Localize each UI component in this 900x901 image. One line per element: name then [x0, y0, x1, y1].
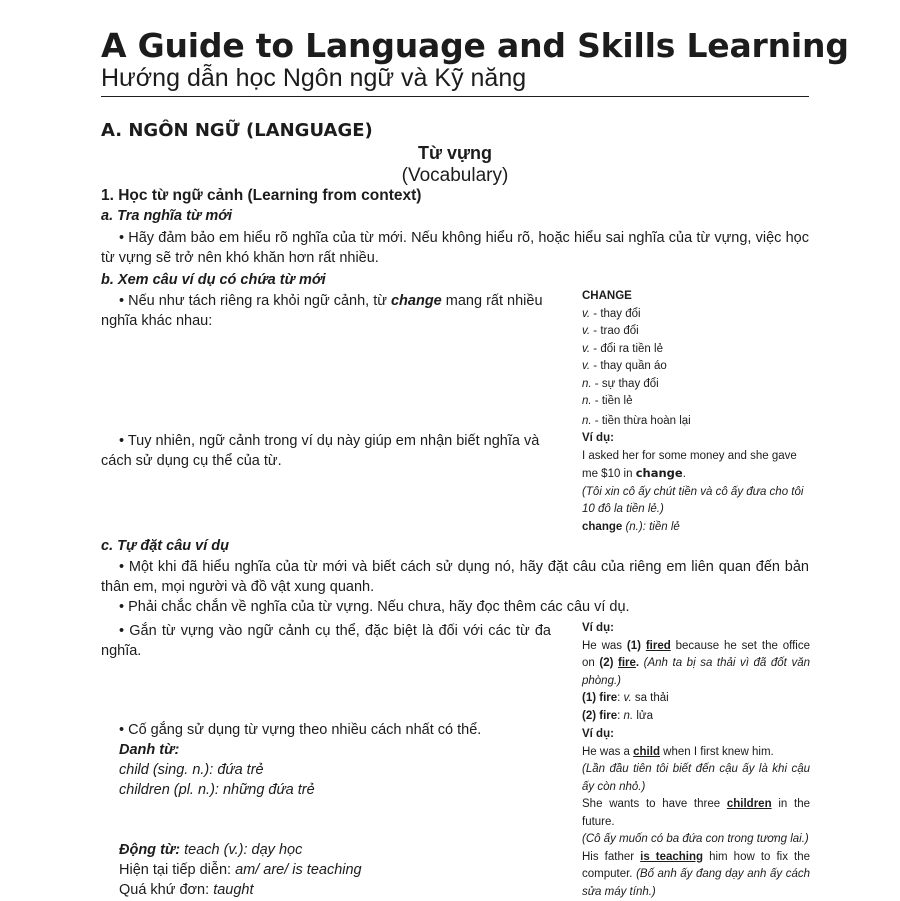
example-sentence — [582, 448, 810, 484]
fire-num-1: (1) — [627, 640, 646, 652]
c4-text: • Cố gắng sử dụng từ vựng theo nhiều cách nhất có thể. — [101, 720, 551, 740]
title-divider — [101, 96, 809, 97]
example-text: I asked her for some money and she gave me $10 in — [582, 450, 797, 481]
paragraph-c2 — [101, 597, 809, 617]
noun-children: children (pl. n.): những đứa trẻ — [101, 780, 551, 800]
sense-meaning: - tiền thừa hoàn lại — [592, 415, 691, 427]
example-translation: (Tôi xin cô ấy chút tiền và cô ấy đưa cho tôi 10 đô la tiền lẻ.) — [582, 484, 810, 519]
example-label: Ví dụ: — [582, 620, 810, 638]
subsection-heading: 1. Học từ ngữ cảnh (Learning from context) — [101, 187, 421, 205]
ex-text: She wants to have three — [582, 798, 727, 810]
fire-def-2: (2) fire: n. lửa — [582, 708, 810, 726]
example-word: change — [636, 466, 683, 480]
sense-row — [582, 358, 810, 376]
sense-meaning: - tiền lẻ — [592, 395, 633, 407]
c1-text: • Một khi đã hiểu nghĩa của từ mới và biết cách sử dụng nó, hãy đặt câu của riêng em liên quan đến bản thân em, mọi người và đồ vật xung quanh. — [101, 559, 809, 595]
teaching-example — [582, 849, 810, 901]
paragraph-c4 — [101, 720, 551, 800]
fire-text-2: because he set the office on — [582, 640, 810, 670]
fire-num-2: (2) — [599, 657, 618, 669]
def-meaning: lửa — [633, 710, 653, 722]
fire-example — [582, 638, 810, 691]
present-label: Hiện tại tiếp diễn: — [119, 862, 235, 878]
fire-text: He was — [582, 640, 627, 652]
fire-word-1: fired — [646, 640, 671, 652]
noun-label: Danh từ: — [101, 740, 551, 760]
def-label: (1) fire — [582, 692, 617, 704]
ex-word: child — [633, 746, 660, 758]
sense-meaning: - đổi ra tiền lẻ — [590, 343, 663, 355]
sense-pos: n. — [582, 378, 592, 390]
sense-pos: n. — [582, 395, 592, 407]
section-heading: A. NGÔN NGỮ (LANGUAGE) — [101, 120, 373, 141]
verb-label: Động từ: — [119, 842, 180, 858]
verb-teach: teach (v.): dạy học — [180, 842, 302, 858]
paragraph-c3 — [101, 621, 551, 661]
child-translation: (Lần đầu tiên tôi biết đến cậu ấy là khi cậu ấy còn nhỏ.) — [582, 761, 810, 796]
ex-word: is teaching — [640, 851, 703, 863]
heading-a: a. Tra nghĩa từ mới — [101, 208, 232, 224]
children-example — [582, 796, 810, 831]
paragraph-b2 — [101, 431, 551, 471]
past-line — [101, 880, 551, 900]
c2-text: • Phải chắc chắn về nghĩa của từ vựng. Nếu chưa, hãy đọc thêm các câu ví dụ. — [101, 599, 630, 615]
ex-text-end: when I first knew him. — [660, 746, 774, 758]
children-translation: (Cô ấy muốn có ba đứa con trong tương lai.) — [582, 831, 810, 849]
sidebar-word: CHANGE — [582, 288, 810, 306]
fire-def-1: (1) fire: v. sa thải — [582, 690, 810, 708]
page-title: A Guide to Language and Skills Learning — [101, 27, 849, 65]
b1-post: mang rất nhiều nghĩa khác nhau: — [101, 293, 543, 329]
sense-row — [582, 306, 810, 324]
sense-meaning: - thay đổi — [590, 308, 641, 320]
example-label: Ví dụ: — [582, 430, 810, 448]
noun-child: child (sing. n.): đứa trẻ — [101, 760, 551, 780]
definition — [582, 519, 810, 537]
fire-word-2: fire — [618, 657, 636, 669]
fire-period: . — [636, 657, 644, 669]
sense-row — [582, 323, 810, 341]
def-pos: v. — [624, 692, 632, 704]
verb-block — [101, 840, 551, 900]
c3-text: • Gắn từ vựng vào ngữ cảnh cụ thể, đặc biệt là đối với các từ đa nghĩa. — [101, 623, 551, 659]
paragraph-b1 — [101, 291, 551, 331]
def-meaning: sa thải — [632, 692, 669, 704]
sense-pos: v. — [582, 360, 590, 372]
definition-word: change — [582, 521, 622, 533]
sense-row — [582, 413, 810, 431]
sense-row — [582, 376, 810, 394]
sense-meaning: - trao đổi — [590, 325, 639, 337]
present-line — [101, 860, 551, 880]
ex-text: He was a — [582, 746, 633, 758]
sense-pos: v. — [582, 308, 590, 320]
sense-pos: n. — [582, 415, 592, 427]
sidebar-fire — [582, 620, 810, 725]
fire-translation: (Anh ta bị sa thải vì đã đốt văn phòng.) — [582, 657, 810, 687]
vocab-title: Từ vựng — [380, 143, 530, 164]
example-end: . — [683, 468, 686, 480]
def-label: (2) fire — [582, 710, 617, 722]
past-value: taught — [213, 882, 253, 898]
present-value: am/ are/ is teaching — [235, 862, 362, 878]
paragraph-a-text: • Hãy đảm bảo em hiểu rõ nghĩa của từ mới. Nếu không hiểu rõ, hoặc hiểu sai nghĩa của từ vựng, việc học từ vựng sẽ trở nên khó khăn hơn rất nhiều. — [101, 230, 809, 266]
ex-word: children — [727, 798, 772, 810]
ex-text-end: him how to fix the computer. — [582, 851, 810, 881]
ex-text: His father — [582, 851, 640, 863]
ex-text-end: in the future. — [582, 798, 810, 828]
b2-text: • Tuy nhiên, ngữ cảnh trong ví dụ này giúp em nhận biết nghĩa và cách sử dụng cụ thể của từ. — [101, 433, 539, 469]
def-pos: n. — [624, 710, 634, 722]
page-subtitle: Hướng dẫn học Ngôn ngữ và Kỹ năng — [101, 63, 526, 93]
past-label: Quá khứ đơn: — [119, 882, 213, 898]
sense-row — [582, 341, 810, 359]
paragraph-a — [101, 228, 809, 268]
paragraph-c1 — [101, 557, 809, 597]
child-example — [582, 744, 810, 762]
sidebar-child — [582, 726, 810, 901]
teaching-translation: (Bố anh ấy đang dạy anh ấy cách sửa máy tính.) — [582, 868, 810, 898]
sidebar-change — [582, 288, 810, 536]
definition-meaning: (n.): tiền lẻ — [622, 521, 680, 533]
sense-row — [582, 393, 810, 411]
vocab-subtitle: (Vocabulary) — [355, 165, 555, 187]
verb-line — [101, 840, 551, 860]
b1-pre: • Nếu như tách riêng ra khỏi ngữ cảnh, từ — [101, 293, 391, 309]
heading-b: b. Xem câu ví dụ có chứa từ mới — [101, 272, 326, 288]
sense-meaning: - sự thay đổi — [592, 378, 659, 390]
sense-pos: v. — [582, 343, 590, 355]
sense-meaning: - thay quần áo — [590, 360, 667, 372]
heading-c: c. Tự đặt câu ví dụ — [101, 538, 229, 554]
b1-word: change — [391, 293, 442, 309]
example-label: Ví dụ: — [582, 726, 810, 744]
sense-pos: v. — [582, 325, 590, 337]
